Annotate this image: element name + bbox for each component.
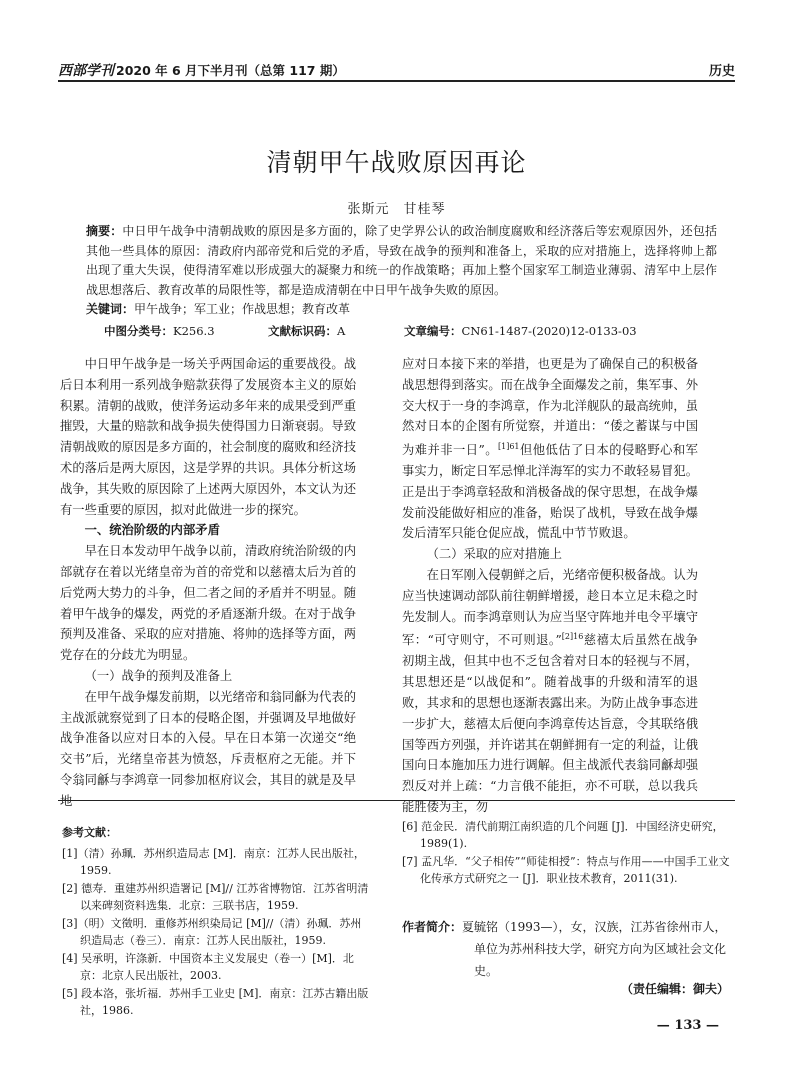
paragraph: 中日甲午战争是一场关乎两国命运的重要战役。战后日本利用一系列战争赔款获得了发展资本主义的原始积累。清朝的战败，使洋务运动多年来的成果受到严重摧毁，大量的赔款和战争损失使得国力日渐衰弱。导致清朝战败的原因是多方面的，社会制度的腐败和经济技术的落后是两大原因，这是学界的共识。具体分析这场战争，其失败的原因除了上述两大原因外，本文认为还有一些重要的原因，拟对此做进一步的探究。	[60, 357, 356, 517]
doc-code: 文献标识码：A	[268, 324, 346, 338]
references-heading: 参考文献：	[62, 826, 117, 839]
article-number: 文章编号：CN61-1487-(2020)12-0133-03	[404, 324, 637, 338]
article-title: 清朝甲午战败原因再论	[266, 148, 527, 177]
responsible-editor: （责任编辑：御夫）	[620, 982, 729, 996]
clc-number: 中图分类号：K256.3	[104, 324, 215, 338]
running-header	[58, 58, 735, 80]
abstract-block	[86, 222, 717, 320]
journal-logo: 西部学刊	[58, 63, 114, 79]
page-number: — 133 —	[656, 1018, 719, 1033]
reference-item: [7] 孟凡华．“父子相传”“师徒相授”：特点与作用——中国手工业文化传承方式研究之一 [J]．职业技术教育，2011(31).	[402, 855, 730, 885]
keywords	[86, 300, 717, 320]
abstract	[86, 222, 717, 300]
author-bio	[402, 916, 737, 982]
reference-item: [4] 吴承明，许涤新．中国资本主义发展史（卷一）[M]．北京：北京人民出版社，2003.	[62, 952, 354, 982]
reference-item: [3]（明）文徵明．重修苏州织染局记 [M]//（清）孙珮．苏州织造局志（卷三）．南京：江苏人民出版社，1959.	[62, 917, 362, 947]
bio-label: 作者简介：	[402, 920, 463, 934]
references-left	[62, 824, 372, 1020]
references-right	[402, 818, 737, 888]
citation: [1]61	[497, 442, 520, 452]
paragraph: 在甲午战争爆发前期，以光绪帝和翁同龢为代表的主战派就察觉到了日本的侵略企图，并强调及早地做好战争准备以应对日本的入侵。早在日本第一次递交“绝交书”后，光绪皇帝甚为愤怒，斥责枢府之无能。并下令翁同龢与李鸿章一同参加枢府议会，其目的就是及早地	[60, 689, 356, 808]
keywords-text: 甲午战争；军工业；作战思想；教育改革	[134, 302, 351, 316]
body-right-column	[402, 354, 698, 818]
citation: [2]16	[561, 632, 584, 642]
section-heading: 一、统治阶级的内部矛盾	[84, 523, 220, 538]
subsection-heading: （一）战争的预判及准备上	[84, 668, 233, 683]
paragraph: 在日军刚入侵朝鲜之后，光绪帝便积极备战。认为应当快速调动部队前往朝鲜增援，趁日本立足未稳之时先发制人。而李鸿章则认为应当坚守阵地并电令平壤守军：“可守则守，不可则退。”$^{[2]16}$慈禧太后虽然在战争初期主战，但其中也不乏包含着对日本的轻视与不屑，其思想还是“以战促和”。随着战事的升级和清军的退败，其求和的思想也逐渐表露出来。为防止战争事态进一步扩大，慈禧太后便向李鸿章传达旨意，令其联络俄国等西方列强，并许诺其在朝鲜拥有一定的利益，让俄国向日本施加压力进行调解。但主战派代表翁同龢却强烈反对并上疏：“力言俄不能拒，亦不可联，总以我兵能胜倭为主，勿	[402, 568, 698, 814]
authors: 张斯元 甘桂琴	[347, 202, 446, 217]
abstract-label: 摘要：	[86, 224, 123, 238]
footer-rule	[58, 800, 735, 801]
reference-item: [1]（清）孙珮．苏州织造局志 [M]．南京：江苏人民出版社，1959.	[62, 847, 365, 877]
subsection-heading: （二）采取的应对措施上	[426, 547, 562, 562]
keywords-label: 关键词：	[86, 302, 135, 316]
body-left-column	[60, 354, 356, 812]
reference-item: [6] 范金民．清代前期江南织造的几个问题 [J]．中国经济史研究，1989(1).	[402, 820, 724, 850]
journal-issue	[58, 60, 345, 80]
paragraph: 应对日本接下来的举措，也更是为了确保自己的积极备战思想得到落实。而在战争全面爆发之前，集军事、外交大权于一身的李鸿章，作为北洋舰队的最高统帅，虽然对日本的企图有所觉察，并道出：“倭之蓄谋与中国为难并非一日”。$^{[1]61}$但他低估了日本的侵略野心和军事实力，断定日军忌惮北洋海军的实力不敢轻易冒犯。正是出于李鸿章轻敌和消极备战的保守思想，在战争爆发前没能做好相应的准备，贻误了战机，导致在战争爆发后清军只能仓促应战，慌乱中节节败退。	[402, 357, 698, 541]
section-label: 历史	[708, 64, 735, 79]
paragraph: 早在日本发动甲午战争以前，清政府统治阶级的内部就存在着以光绪皇帝为首的帝党和以慈禧太后为首的后党两大势力的斗争，但二者之间的矛盾并不明显。随着甲午战争的爆发，两党的矛盾逐渐升级。在对于战争预判及准备、采取的应对措施、将帅的选择等方面，两党存在的分歧尤为明显。	[60, 544, 356, 663]
abstract-text: 中日甲午战争中清朝战败的原因是多方面的，除了史学界公认的政治制度腐败和经济落后等宏观原因外，还包括其他一些具体的原因：清政府内部帝党和后党的矛盾，导致在战争的预判和准备上，采取的应对措施上，选择将帅上都出现了重大失误，使得清军难以形成强大的凝聚力和统一的作战策略；再加上整个国家军工制造业薄弱、清军中上层作战思想落后、教育改革的局限性等，都是造成清朝在中日甲午战争失败的原因。	[86, 224, 717, 297]
header-rule	[58, 80, 735, 82]
issue-text: 2020 年 6 月下半月刊（总第 117 期）	[116, 63, 345, 78]
reference-item: [2] 德寿．重建苏州织造署记 [M]// 江苏省博物馆．江苏省明清以来碑刻资料选集．北京：三联书店，1959.	[62, 882, 369, 912]
bio-text: 夏毓铭（1993—），女，汉族，江苏省徐州市人，单位为苏州科技大学，研究方向为区域社会文化史。	[462, 920, 727, 978]
reference-item: [5] 段本洛，张圻福．苏州手工业史 [M]．南京：江苏古籍出版社，1986.	[62, 987, 369, 1017]
